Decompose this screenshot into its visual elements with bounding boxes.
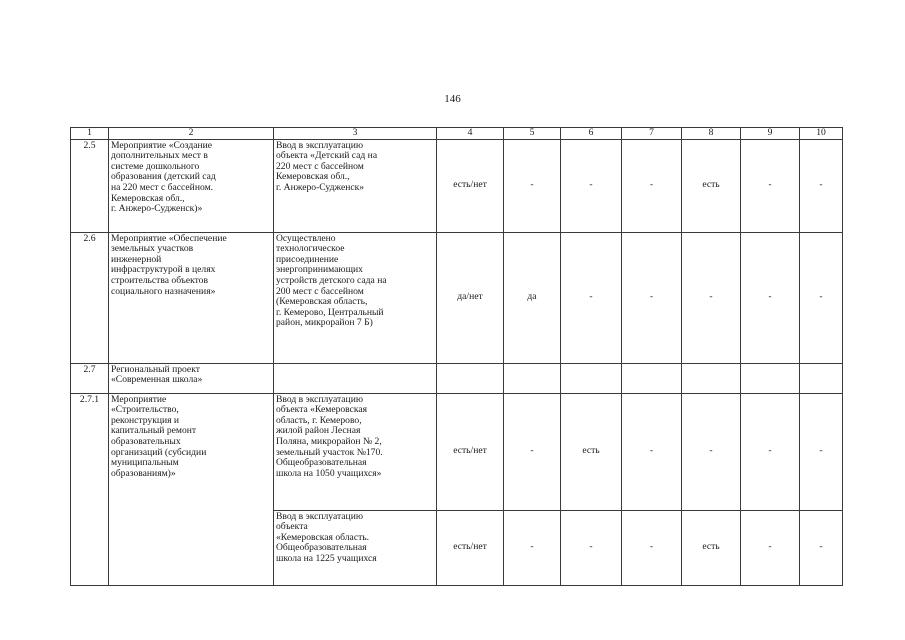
value-cell: - — [682, 393, 741, 510]
value-cell: - — [561, 139, 622, 232]
row-number: 2.5 — [71, 139, 109, 232]
value-cell: - — [622, 510, 682, 585]
value-cell: есть — [561, 393, 622, 510]
value-cell: - — [682, 232, 741, 363]
table-row — [71, 232, 843, 363]
column-header: 7 — [622, 128, 682, 140]
column-header: 9 — [741, 128, 800, 140]
unit-cell: есть/нет — [437, 393, 504, 510]
row-number: 2.7 — [71, 363, 109, 393]
value-cell: - — [800, 232, 843, 363]
page-number: 146 — [444, 93, 461, 105]
column-header: 10 — [800, 128, 843, 140]
event-cell: Мероприятие «Строительство, реконструкция и капитальный ремонт образовательных организаций (субсидии муниципальным образованиям)» — [109, 393, 274, 585]
value-cell — [800, 363, 843, 393]
row-number: 2.6 — [71, 232, 109, 363]
unit-cell: да/нет — [437, 232, 504, 363]
value-cell: - — [504, 510, 561, 585]
event-cell: Мероприятие «Создание дополнительных мест в системе дошкольного образования (детский сад на 220 мест с бассейном. Кемеровская обл., г. Анжеро-Судженск)» — [109, 139, 274, 232]
value-cell: - — [800, 139, 843, 232]
value-cell: - — [741, 139, 800, 232]
indicator-cell: Ввод в эксплуатацию объекта «Детский сад на 220 мест с бассейном Кемеровская обл., г. Анжеро-Судженск» — [274, 139, 437, 232]
indicator-cell: Осуществлено технологическое присоединение энергопринимающих устройств детского сада на 200 мест с бассейном (Кемеровская область, г. Кемерово, Центральный район, микрорайон 7 Б) — [274, 232, 437, 363]
value-cell: есть — [682, 139, 741, 232]
table-row — [71, 139, 843, 232]
value-cell: - — [504, 393, 561, 510]
value-cell: - — [561, 232, 622, 363]
value-cell: - — [622, 139, 682, 232]
indicator-table — [70, 127, 843, 586]
unit-cell: есть/нет — [437, 510, 504, 585]
value-cell: - — [561, 510, 622, 585]
table-row — [71, 363, 843, 393]
row-number: 2.7.1 — [71, 393, 109, 585]
indicator-cell — [274, 363, 437, 393]
value-cell — [682, 363, 741, 393]
value-cell — [504, 363, 561, 393]
value-cell: - — [741, 393, 800, 510]
column-header: 6 — [561, 128, 622, 140]
table-header-row — [71, 128, 843, 140]
value-cell: - — [741, 232, 800, 363]
value-cell — [622, 363, 682, 393]
indicator-cell: Ввод в эксплуатацию объекта «Кемеровская область, г. Кемерово, жилой район Лесная Поляна, микрорайон № 2, земельный участок №170. Общеобразовательная школа на 1050 учащихся» — [274, 393, 437, 510]
column-header: 2 — [109, 128, 274, 140]
value-cell: да — [504, 232, 561, 363]
value-cell: - — [622, 232, 682, 363]
value-cell: - — [504, 139, 561, 232]
value-cell — [741, 363, 800, 393]
value-cell: - — [800, 510, 843, 585]
value-cell: - — [622, 393, 682, 510]
unit-cell — [437, 363, 504, 393]
event-cell: Мероприятие «Обеспечение земельных участков инженерной инфраструктурой в целях строительства объектов социального назначения» — [109, 232, 274, 363]
value-cell: - — [741, 510, 800, 585]
value-cell: - — [800, 393, 843, 510]
indicator-cell: Ввод в эксплуатацию объекта «Кемеровская область. Общеобразовательная школа на 1225 учащихся — [274, 510, 437, 585]
event-cell: Региональный проект «Современная школа» — [109, 363, 274, 393]
column-header: 1 — [71, 128, 109, 140]
column-header: 8 — [682, 128, 741, 140]
value-cell — [561, 363, 622, 393]
column-header: 4 — [437, 128, 504, 140]
unit-cell: есть/нет — [437, 139, 504, 232]
value-cell: есть — [682, 510, 741, 585]
column-header: 5 — [504, 128, 561, 140]
table-row — [71, 393, 843, 510]
column-header: 3 — [274, 128, 437, 140]
